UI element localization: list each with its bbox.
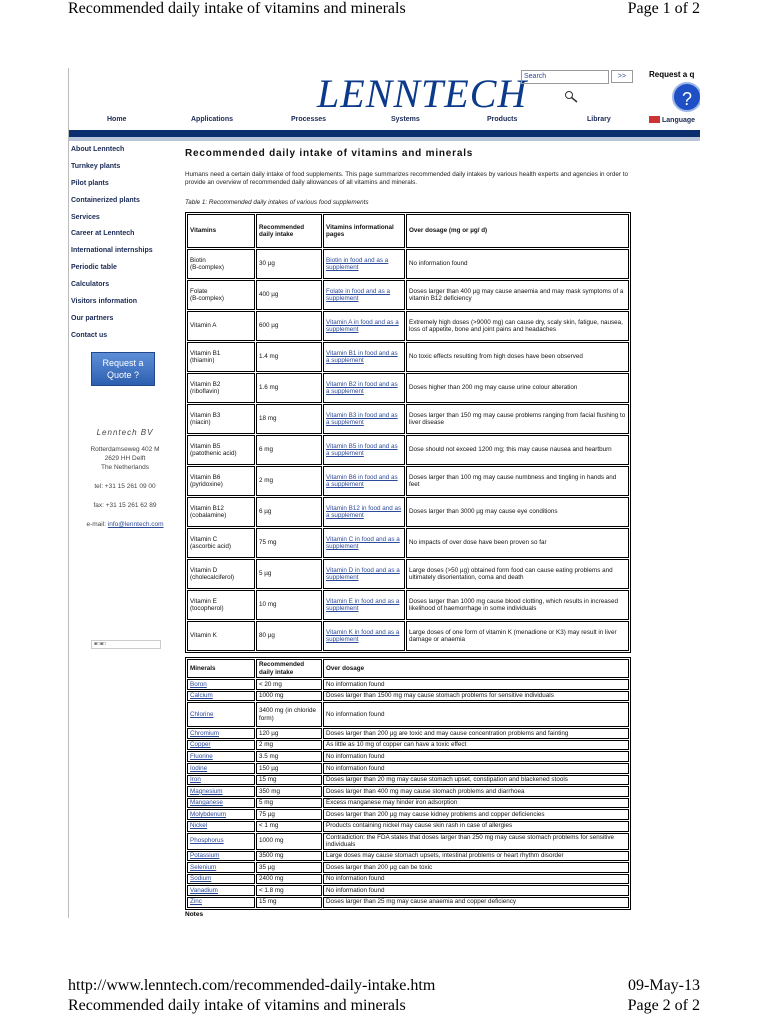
vitamin-subname: (cobalamine) (190, 512, 227, 519)
sidebar-item-partners[interactable]: Our partners (71, 314, 114, 322)
table-row (187, 821, 629, 832)
mineral-name-cell (187, 702, 255, 727)
sidebar-item-services[interactable]: Services (71, 213, 100, 221)
vitamin-link-cell (323, 373, 405, 403)
vitamin-link-cell (323, 404, 405, 434)
notes-heading: Notes (185, 910, 204, 918)
main-nav (69, 116, 700, 128)
table-row (187, 728, 629, 739)
mineral-overdose: No information found (323, 874, 629, 885)
vitamin-name-cell (187, 466, 255, 496)
pdf-footer-page: Page 2 of 2 (627, 997, 700, 1014)
lenntech-logo[interactable]: LENNTECH (317, 71, 528, 116)
vitamin-info-link[interactable]: Vitamin B2 in food and as a supplement (326, 380, 398, 395)
table-row (187, 373, 629, 403)
table-row (187, 751, 629, 762)
table-row (187, 342, 629, 372)
vitamin-link-cell (323, 528, 405, 558)
table-row (187, 466, 629, 496)
table-row (187, 435, 629, 465)
nav-language[interactable] (649, 116, 695, 124)
mineral-intake: 1000 mg (256, 691, 322, 702)
mineral-overdose: Doses larger than 200 µg can be toxic (323, 862, 629, 873)
mineral-link[interactable]: Selenium (190, 863, 217, 871)
col-header: Over dosage (323, 659, 629, 678)
email-label: e-mail: (86, 521, 108, 528)
mineral-name-cell (187, 751, 255, 762)
vitamin-overdose: Dose should not exceed 1200 mg; this may cause nausea and heartburn (406, 435, 629, 465)
company-email-line (69, 520, 181, 529)
company-address-1: Rotterdamseweg 402 M (90, 446, 160, 453)
mineral-link[interactable]: Phosphorus (190, 837, 224, 845)
vitamin-overdose: Doses larger than 1000 mg cause blood clotting, which results in increased likelihood of haemorrhage in some individuals (406, 590, 629, 620)
mineral-intake: 350 mg (256, 786, 322, 797)
table-row (187, 249, 629, 279)
vitamin-info-link[interactable]: Biotin in food and as a supplement (326, 256, 389, 271)
vitamin-link-cell (323, 280, 405, 310)
mineral-name-cell (187, 821, 255, 832)
col-header: Vitamins informational pages (323, 214, 405, 248)
web-page (68, 68, 700, 918)
vitamin-subname: (pyridoxine) (190, 481, 223, 488)
mineral-link[interactable]: Zinc (190, 898, 202, 906)
pdf-page-footer (68, 976, 700, 1016)
mineral-link[interactable]: Boron (190, 680, 207, 688)
table-row (187, 798, 629, 809)
nav-applications[interactable]: Applications (191, 116, 234, 123)
mineral-link[interactable]: Magnesium (190, 787, 223, 795)
mineral-name-cell (187, 786, 255, 797)
company-address-2: 2629 HH Delft (104, 455, 146, 462)
mineral-link[interactable]: Sodium (190, 875, 212, 883)
nav-language-label: Language (662, 117, 696, 124)
mineral-link[interactable]: Fluorine (190, 752, 213, 760)
table-row (187, 874, 629, 885)
vitamin-info-link[interactable]: Vitamin C in food and as a supplement (326, 535, 400, 550)
mineral-intake: 5 mg (256, 798, 322, 809)
page-title: Recommended daily intake of vitamins and minerals (185, 148, 474, 159)
vitamin-subname: (cholecalciferol) (190, 574, 235, 581)
table-row (187, 809, 629, 820)
sidebar-item-calculators[interactable]: Calculators (71, 281, 110, 289)
vitamin-overdose: No toxic effects resulting from high doses have been observed (406, 342, 629, 372)
sidebar-item-periodic-table[interactable]: Periodic table (71, 264, 117, 272)
request-quote-link[interactable]: Request a q (649, 70, 695, 79)
vitamin-name-cell (187, 373, 255, 403)
vitamin-link-cell (323, 435, 405, 465)
mineral-link[interactable]: Chromium (190, 729, 220, 737)
vitamin-name: Vitamin A (190, 322, 217, 330)
table-row (187, 528, 629, 558)
vitamin-subname: (patothenic acid) (190, 450, 237, 457)
vitamin-link-cell (323, 466, 405, 496)
main-content (185, 148, 631, 918)
col-header: Over dosage (mg or µg/ d) (406, 214, 629, 248)
vitamin-intake: 400 µg (256, 280, 322, 310)
mineral-intake: < 1 mg (256, 821, 322, 832)
mineral-overdose: Doses larger than 20 mg may cause stomach upset, constipation and blackened stools (323, 775, 629, 786)
intro-text: Humans need a certain daily intake of food supplements. This page summarizes recommended daily intakes by various health experts and agencies in order to provide an overview of recommended daily allowances of all vitamins and minerals. (185, 171, 629, 186)
mineral-name-cell (187, 763, 255, 774)
vitamin-overdose: Doses larger than 400 µg may cause anaemia and may mask symptoms of a vitamin B12 deficiency (406, 280, 629, 310)
mineral-intake: < 20 mg (256, 679, 322, 690)
sidebar-item-turnkey[interactable]: Turnkey plants (71, 162, 121, 170)
vitamin-overdose: No impacts of over dose have been proven so far (406, 528, 629, 558)
mineral-name-cell (187, 851, 255, 862)
vitamin-name: Vitamin B2 (190, 380, 221, 388)
nav-processes[interactable]: Processes (291, 116, 327, 123)
vitamin-name: Vitamin B6 (190, 473, 221, 481)
mineral-link[interactable]: Nickel (190, 822, 208, 830)
nav-bar-stripe (69, 130, 700, 137)
uk-flag-icon (649, 116, 660, 123)
mineral-link[interactable]: Manganese (190, 799, 223, 807)
vitamin-intake: 5 µg (256, 559, 322, 589)
vitamin-name-cell (187, 559, 255, 589)
vitamin-intake: 6 mg (256, 435, 322, 465)
mineral-overdose: Contradiction: the FDA states that doses larger than 250 mg may cause stomach problems for sensitive individuals (323, 833, 629, 850)
mineral-link[interactable]: Chlorine (190, 710, 214, 718)
table-row (187, 897, 629, 908)
company-info (69, 428, 181, 529)
magnifier-icon (564, 90, 578, 104)
sidebar-item-career[interactable]: Career at Lenntech (71, 230, 135, 238)
mineral-overdose: No information found (323, 679, 629, 690)
col-header: Minerals (187, 659, 255, 678)
mineral-intake: < 1.8 mg (256, 885, 322, 896)
email-link[interactable]: info@lenntech.com (107, 521, 164, 528)
vitamin-name-cell (187, 497, 255, 527)
vitamin-subname: (riboflavin) (190, 388, 220, 395)
mineral-intake: 2400 mg (256, 874, 322, 885)
sidebar-item-visitors[interactable]: Visitors information (71, 298, 137, 306)
mineral-link[interactable]: Copper (190, 741, 211, 749)
pdf-header-page: Page 1 of 2 (627, 0, 700, 17)
col-header: Vitamins (187, 214, 255, 248)
table-caption: Table 1: Recommended daily intakes of various food supplements (185, 199, 369, 206)
nav-library[interactable]: Library (587, 116, 611, 123)
mineral-name-cell (187, 798, 255, 809)
mineral-intake: 3.5 mg (256, 751, 322, 762)
table-row (187, 621, 629, 651)
vitamin-link-cell (323, 342, 405, 372)
vitamin-name: Folate (190, 287, 208, 295)
sidebar-item-internships[interactable]: International internships (71, 247, 153, 255)
table-row (187, 679, 629, 690)
nav-products[interactable]: Products (487, 116, 518, 123)
search-input[interactable]: Search (521, 70, 609, 84)
mineral-intake: 120 µg (256, 728, 322, 739)
mineral-link[interactable]: Iodine (190, 764, 208, 772)
vitamin-subname: (niacin) (190, 419, 211, 426)
vitamins-table (185, 212, 631, 653)
vitamin-name-cell (187, 404, 255, 434)
mineral-intake: 75 µg (256, 809, 322, 820)
col-header: Recommended daily intake (256, 214, 322, 248)
mineral-intake: 150 µg (256, 763, 322, 774)
vitamin-info-link[interactable]: Vitamin K in food and as a supplement (326, 628, 400, 643)
mineral-overdose: Excess manganese may hinder iron adsorption (323, 798, 629, 809)
search-button[interactable]: >> (611, 70, 633, 83)
table-row (187, 404, 629, 434)
vitamin-name: Vitamin D (190, 566, 218, 574)
pdf-footer-url: http://www.lenntech.com/recommended-daily-intake.htm (68, 977, 436, 994)
mineral-intake: 3400 mg (in chloride form) (256, 702, 322, 727)
vitamin-name: Vitamin K (190, 632, 217, 640)
vitamin-info-link[interactable]: Vitamin B12 in food and as a supplement (326, 504, 402, 519)
table-row (187, 862, 629, 873)
company-name: Lenntech BV (96, 428, 154, 437)
pdf-footer-title: Recommended daily intake of vitamins and minerals (68, 997, 406, 1014)
vitamin-name-cell (187, 435, 255, 465)
vitamin-intake: 1.6 mg (256, 373, 322, 403)
vitamin-name-cell (187, 280, 255, 310)
table-row (187, 763, 629, 774)
vitamin-intake: 1.4 mg (256, 342, 322, 372)
vitamin-name-cell (187, 528, 255, 558)
vitamin-name: Vitamin B3 (190, 411, 221, 419)
table-row (187, 691, 629, 702)
vitamin-intake: 2 mg (256, 466, 322, 496)
mineral-name-cell (187, 809, 255, 820)
table-header-row (187, 214, 629, 248)
vitamin-subname: (B-complex) (190, 295, 224, 302)
mineral-overdose: Doses larger than 200 µg may cause kidney problems and copper deficiencies (323, 809, 629, 820)
mineral-overdose: Doses larger than 25 mg may cause anaemia and copper deficiency (323, 897, 629, 908)
vitamin-info-link[interactable]: Vitamin A in food and as a supplement (326, 318, 399, 333)
table-row (187, 775, 629, 786)
mineral-link[interactable]: Calcium (190, 692, 213, 700)
vitamin-info-link[interactable]: Vitamin B5 in food and as a supplement (326, 442, 398, 457)
vitamin-name: Vitamin B5 (190, 442, 221, 450)
mineral-overdose: Doses larger than 200 µg are toxic and may cause concentration problems and fainting (323, 728, 629, 739)
vitamin-subname: (ascorbic acid) (190, 543, 231, 550)
mineral-name-cell (187, 897, 255, 908)
request-quote-button[interactable] (91, 352, 155, 386)
mineral-intake: 15 mg (256, 897, 322, 908)
vitamin-intake: 600 µg (256, 311, 322, 341)
vitamin-overdose: Doses larger than 100 mg may cause numbness and tingling in hands and feet (406, 466, 629, 496)
mineral-link[interactable]: Potassium (190, 852, 220, 860)
vitamin-info-link[interactable]: Vitamin B1 in food and as a supplement (326, 349, 398, 364)
table-row (187, 740, 629, 751)
mineral-overdose: No information found (323, 751, 629, 762)
vitamin-intake: 30 µg (256, 249, 322, 279)
vitamin-info-link[interactable]: Vitamin B3 in food and as a supplement (326, 411, 398, 426)
table-row (187, 786, 629, 797)
table-row (187, 497, 629, 527)
vitamin-name-cell (187, 311, 255, 341)
mineral-name-cell (187, 775, 255, 786)
table-row (187, 559, 629, 589)
vitamin-overdose: Large doses of one form of vitamin K (menadione or K3) may result in liver damage or anaemia (406, 621, 629, 651)
table-row (187, 280, 629, 310)
table-row (187, 311, 629, 341)
mineral-overdose: No information found (323, 702, 629, 727)
vitamin-overdose: Large doses (>50 µg) obtained form food can cause eating problems and ultimately disorientation, coma and death (406, 559, 629, 589)
vitamin-link-cell (323, 497, 405, 527)
vitamin-name: Biotin (190, 256, 206, 264)
mineral-name-cell (187, 885, 255, 896)
sidebar (71, 144, 176, 347)
nav-home[interactable]: Home (107, 116, 127, 123)
col-header: Recommended daily intake (256, 659, 322, 678)
mineral-name-cell (187, 833, 255, 850)
mineral-intake: 2 mg (256, 740, 322, 751)
company-fax: fax: +31 15 261 62 89 (93, 502, 157, 509)
vitamin-info-link[interactable]: Vitamin B6 in food and as a supplement (326, 473, 398, 488)
table-row (187, 851, 629, 862)
vitamin-name-cell (187, 342, 255, 372)
mineral-intake: 35 µg (256, 862, 322, 873)
pdf-page-header (68, 0, 700, 22)
vitamin-subname: (thiamin) (190, 357, 215, 364)
table-header-row (187, 659, 629, 678)
mineral-link[interactable]: Iron (190, 776, 201, 784)
sidebar-item-containerized[interactable]: Containerized plants (71, 196, 140, 204)
company-address-3: The Netherlands (100, 464, 150, 471)
pdf-header-title: Recommended daily intake of vitamins and minerals (68, 0, 406, 17)
vitamin-name: Vitamin B1 (190, 349, 221, 357)
table-row (187, 885, 629, 896)
vitamin-subname: (tocopherol) (190, 605, 224, 612)
mineral-name-cell (187, 728, 255, 739)
table-row (187, 702, 629, 727)
vitamin-overdose: Doses higher than 200 mg may cause urine colour alteration (406, 373, 629, 403)
mineral-overdose: Doses larger than 1500 mg may cause stomach problems for sensitive individuals (323, 691, 629, 702)
mineral-name-cell (187, 874, 255, 885)
nav-bar-shadow (69, 137, 700, 141)
vitamin-overdose: No information found (406, 249, 629, 279)
minerals-table (185, 657, 631, 910)
nav-systems[interactable]: Systems (391, 116, 420, 123)
vitamin-overdose: Doses larger than 150 mg may cause problems ranging from facial flushing to liver disease (406, 404, 629, 434)
help-icon[interactable]: ? (672, 82, 700, 112)
vitamin-info-link[interactable]: Vitamin E in food and as a supplement (326, 597, 400, 612)
mineral-name-cell (187, 740, 255, 751)
mineral-overdose: No information found (323, 885, 629, 896)
vitamin-name: Vitamin C (190, 535, 218, 543)
vitamin-name: Vitamin E (190, 597, 217, 605)
vitamin-name-cell (187, 249, 255, 279)
vitamin-overdose: Extremely high doses (>9000 mg) can cause dry, scaly skin, fatigue, nausea, loss of appetite, bone and joint pains and headaches (406, 311, 629, 341)
vitamin-link-cell (323, 311, 405, 341)
vitamin-intake: 75 mg (256, 528, 322, 558)
quote-button-line2: Quote ? (106, 370, 140, 380)
vitamin-intake: 10 mg (256, 590, 322, 620)
mineral-overdose: Large doses may cause stomach upsets, intestinal problems or heart rhythm disorder (323, 851, 629, 862)
vitamin-link-cell (323, 249, 405, 279)
mineral-intake: 1000 mg (256, 833, 322, 850)
table-row (187, 590, 629, 620)
vitamin-name: Vitamin B12 (190, 504, 224, 512)
mineral-overdose: Products containing nickel may cause skin rash in case of allergies (323, 821, 629, 832)
company-tel: tel: +31 15 261 09 00 (94, 483, 156, 490)
vitamin-link-cell (323, 621, 405, 651)
table-row (187, 833, 629, 850)
sidebar-item-contact[interactable]: Contact us (71, 331, 108, 339)
mineral-link[interactable]: Molybdenum (190, 810, 227, 818)
vitamin-intake: 18 mg (256, 404, 322, 434)
vitamin-name-cell (187, 621, 255, 651)
vitamin-name-cell (187, 590, 255, 620)
vitamin-subname: (B-complex) (190, 264, 224, 271)
mineral-overdose: No information found (323, 763, 629, 774)
vitamin-intake: 80 µg (256, 621, 322, 651)
mineral-link[interactable]: Vanadium (190, 886, 218, 894)
vitamin-info-link[interactable]: Folate in food and as a supplement (326, 287, 391, 302)
mineral-name-cell (187, 862, 255, 873)
mineral-intake: 15 mg (256, 775, 322, 786)
vitamin-overdose: Doses larger than 3000 µg may cause eye conditions (406, 497, 629, 527)
share-widget[interactable] (91, 640, 161, 649)
mineral-intake: 3500 mg (256, 851, 322, 862)
mineral-overdose: Doses larger than 400 mg may cause stomach problems and diarrhoea (323, 786, 629, 797)
quote-button-line1: Request a (102, 358, 144, 368)
sidebar-item-pilot[interactable]: Pilot plants (71, 179, 109, 187)
share-icon: ■□■□ (94, 641, 107, 647)
vitamin-link-cell (323, 559, 405, 589)
mineral-overdose: As little as 10 mg of copper can have a toxic effect (323, 740, 629, 751)
vitamin-info-link[interactable]: Vitamin D in food and as a supplement (326, 566, 400, 581)
vitamin-intake: 6 µg (256, 497, 322, 527)
vitamin-link-cell (323, 590, 405, 620)
sidebar-item-about[interactable]: About Lenntech (71, 146, 125, 153)
mineral-name-cell (187, 691, 255, 702)
pdf-footer-date: 09-May-13 (628, 977, 700, 994)
mineral-name-cell (187, 679, 255, 690)
